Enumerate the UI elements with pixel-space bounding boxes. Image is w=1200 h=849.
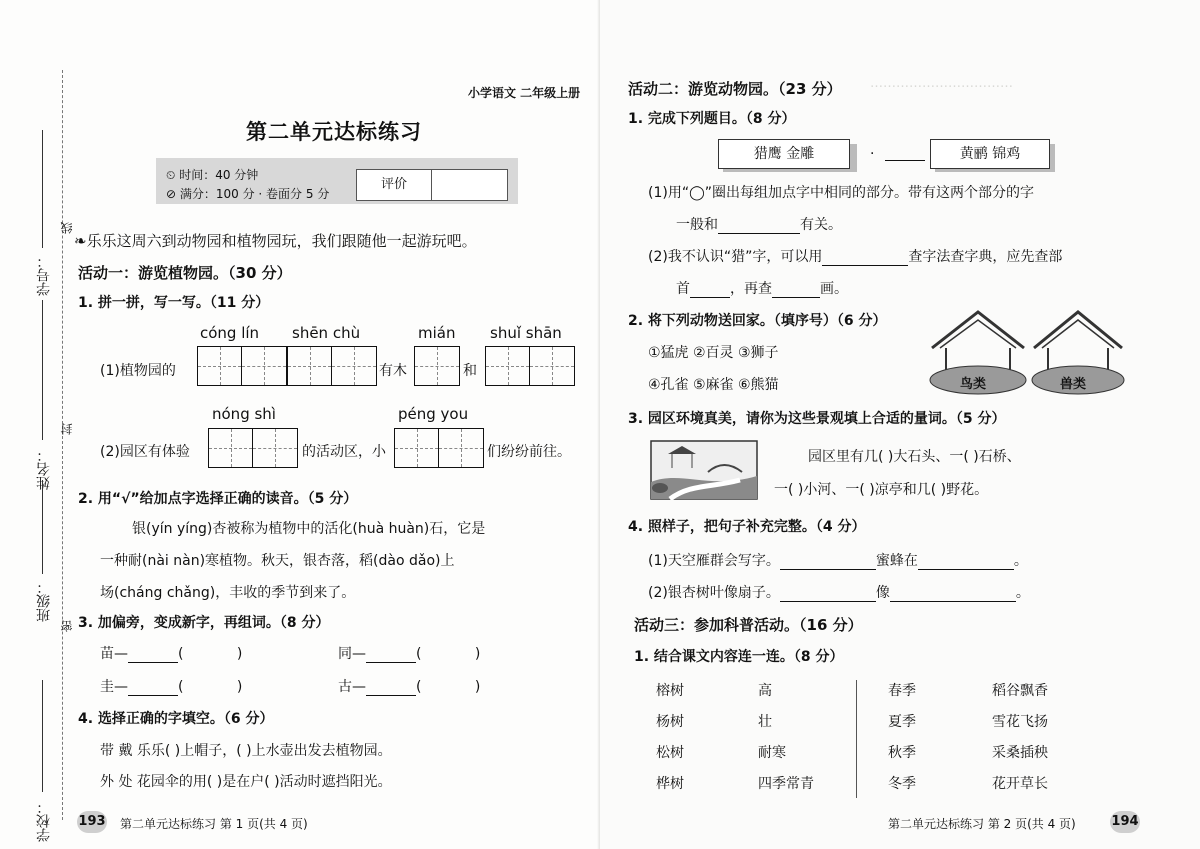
pinyin-shuishan: shuǐ shān	[490, 324, 562, 342]
student-id-label: 学号：	[36, 254, 52, 296]
left-page-number: 193	[77, 811, 107, 833]
a2-q1-part2-method-blank[interactable]	[822, 251, 908, 266]
class-line	[42, 480, 43, 574]
char-grid-conglin[interactable]	[197, 346, 287, 386]
scene-flowers-bloom[interactable]: 花开草长	[992, 776, 1048, 792]
activity1-title: 活动一：游览植物园。（30 分）	[78, 264, 292, 282]
a2-q1-part2a-end: 查字法查字典，应先查部	[908, 249, 1063, 265]
a2-q4-line1-end: 。	[1013, 553, 1028, 569]
subject-label: 小学语文 二年级上册	[468, 86, 581, 100]
a1-q1-line2-mid: 的活动区，小	[302, 444, 386, 460]
tree-poplar[interactable]: 杨树	[656, 714, 684, 730]
a2-q1-part1b	[676, 214, 842, 234]
trait-strong[interactable]: 壮	[758, 714, 772, 730]
a1-q3-item1: 苗— ( )	[100, 646, 243, 662]
binding-word-line: 线	[60, 222, 74, 234]
binding-word-seal: 封	[60, 423, 74, 435]
season-summer[interactable]: 夏季	[888, 714, 916, 730]
score-text: 满分：100 分 · 卷面分 5 分	[179, 187, 330, 201]
name-line	[42, 300, 43, 440]
evaluation-field[interactable]	[432, 170, 507, 200]
right-footer-text: 第二单元达标练习 第 2 页(共 4 页)	[888, 817, 1076, 831]
a2-q1-part2b-mid: ，再查	[730, 281, 772, 297]
school-label: 学校：	[36, 800, 52, 842]
season-winter[interactable]: 冬季	[888, 776, 916, 792]
a1-q3-item3-blank[interactable]	[128, 681, 178, 696]
pinyin-nongshi: nóng shì	[212, 405, 276, 423]
a2-q1-part2b-end: 画。	[820, 281, 848, 297]
matching-divider	[856, 680, 857, 798]
time-info	[166, 166, 258, 183]
a2-q2-row1: ①猛虎 ②百灵 ③狮子	[648, 345, 779, 361]
intro-text: 乐乐这周六到动物园和植物园玩，我们跟随他一起游玩吧。	[86, 232, 477, 250]
a1-q3-item4-char: 古—	[338, 679, 366, 695]
tree-banyan[interactable]: 榕树	[656, 683, 684, 699]
tree-birch[interactable]: 桦树	[656, 776, 684, 792]
right-page-number: 194	[1110, 811, 1140, 833]
scene-snowflakes[interactable]: 雪花飞扬	[992, 714, 1048, 730]
pinyin-conglin: cóng lín	[200, 324, 260, 342]
evaluation-box	[356, 169, 508, 201]
a1-q3-item2-blank[interactable]	[366, 648, 416, 663]
a2-q4-line1-blank1[interactable]	[780, 555, 876, 570]
park-landscape-image	[650, 440, 758, 500]
a1-q1-line1-mid2: 和	[463, 363, 477, 379]
a1-q3-item3-char: 圭—	[100, 679, 128, 695]
a2-q1-part2a-text: (2)我不认识“猎”字，可以用	[648, 249, 823, 265]
binding-word-secret: 密	[60, 620, 74, 632]
char-grid-pengyou[interactable]	[394, 428, 484, 468]
beast-house-label: 兽类	[1060, 377, 1087, 392]
a1-q4-line1: 带 戴 乐乐( )上帽子，( )上水壶出发去植物园。	[100, 743, 392, 759]
trait-tall[interactable]: 高	[758, 683, 772, 699]
score-info	[166, 185, 329, 202]
student-id-line	[42, 130, 43, 248]
season-autumn[interactable]: 秋季	[888, 745, 916, 761]
a2-q4-line2-blank2[interactable]	[890, 587, 1016, 602]
sign-oriole-pheasant: 黄鹂 锦鸡	[930, 139, 1050, 169]
intro-line	[74, 230, 477, 251]
a2-q1-title: 1. 完成下列题目。（8 分）	[628, 111, 796, 127]
a2-q3-line1: 园区里有几( )大石头、一( )石桥、	[808, 449, 1021, 465]
bleed-through-text: ……………………………	[870, 76, 1013, 91]
a1-q3-item1-char: 苗—	[100, 646, 128, 662]
a2-q4-line1	[648, 550, 1028, 570]
sign-connector-line	[885, 146, 925, 161]
a1-q1-line1-prefix: (1)植物园的	[100, 363, 176, 379]
a3-q1-title: 1. 结合课文内容连一连。（8 分）	[634, 649, 844, 665]
a1-q1-line2-prefix: (2)园区有体验	[100, 444, 190, 460]
a2-q1-part1b-text: 一般和	[676, 217, 718, 233]
a1-q4-title: 4. 选择正确的字填空。（6 分）	[78, 711, 274, 727]
a2-q1-part2b	[676, 278, 848, 298]
sign-hawk-eagle: 猎鹰 金雕	[718, 139, 850, 169]
a2-q1-part1b-end: 有关。	[800, 217, 842, 233]
sign-dots: ·	[870, 146, 875, 162]
school-line	[42, 680, 43, 792]
a2-q1-part2b-text: 首	[676, 281, 690, 297]
a2-q3-line2: 一( )小河、一( )凉亭和几( )野花。	[774, 482, 989, 498]
check-circle-icon: ⊘	[166, 187, 177, 201]
a2-q1-part1-blank[interactable]	[718, 219, 800, 234]
class-label: 班级：	[36, 580, 52, 622]
activity3-title: 活动三：参加科普活动。（16 分）	[634, 616, 863, 634]
left-footer-text: 第二单元达标练习 第 1 页(共 4 页)	[120, 817, 308, 831]
trait-evergreen[interactable]: 四季常青	[758, 776, 814, 792]
a2-q3-title: 3. 园区环境真美，请你为这些景观填上合适的量词。（5 分）	[628, 411, 1006, 427]
a2-q2-title: 2. 将下列动物送回家。（填序号）（6 分）	[628, 313, 887, 329]
a2-q1-radical-blank[interactable]	[690, 283, 730, 298]
char-grid-mian[interactable]	[414, 346, 460, 386]
season-spring[interactable]: 春季	[888, 683, 916, 699]
a2-q4-title: 4. 照样子，把句子补充完整。（4 分）	[628, 519, 866, 535]
time-text: 时间：40 分钟	[179, 168, 259, 182]
a2-q4-line2-mid: 像	[875, 585, 890, 601]
a1-q1-line2-end: 们纷纷前往。	[487, 444, 571, 460]
a2-q1-strokes-blank[interactable]	[772, 283, 820, 298]
a2-q1-part2a	[648, 246, 1062, 266]
tree-pine[interactable]: 松树	[656, 745, 684, 761]
a1-q3-item1-blank[interactable]	[128, 648, 178, 663]
a2-q4-line2-blank1[interactable]	[780, 587, 876, 602]
a2-q4-line1-mid: 蜜蜂在	[875, 553, 918, 569]
a1-q1-title: 1. 拼一拼，写一写。（11 分）	[78, 295, 270, 311]
a1-q3-item2: 同— ( )	[338, 646, 481, 662]
a1-q2-line1: 银(yín yíng)杏被称为植物中的活化(huà huàn)石，它是	[132, 521, 486, 537]
pinyin-mian: mián	[418, 324, 456, 342]
a1-q3-title: 3. 加偏旁，变成新字，再组词。（8 分）	[78, 615, 330, 631]
a1-q3-item4-blank[interactable]	[366, 681, 416, 696]
a1-q3-item2-char: 同—	[338, 646, 366, 662]
char-grid-nongshi[interactable]	[208, 428, 298, 468]
a2-q4-line2-example: (2)银杏树叶像扇子。	[648, 585, 780, 601]
scene-mulberry-planting[interactable]: 采桑插秧	[992, 745, 1048, 761]
pinyin-pengyou: péng you	[398, 405, 469, 423]
pinyin-shenchu: shēn chù	[292, 324, 361, 342]
bird-house-label: 鸟类	[960, 377, 987, 392]
a2-q4-line2	[648, 582, 1030, 602]
binding-line	[62, 70, 63, 820]
right-page	[600, 0, 1200, 849]
a2-q4-line2-end: 。	[1015, 585, 1030, 601]
a1-q3-item4: 古— ( )	[338, 679, 481, 695]
scene-rice-fragrance[interactable]: 稻谷飘香	[992, 683, 1048, 699]
a2-q4-line1-example: (1)天空雁群会写字。	[648, 553, 780, 569]
char-grid-shuishan[interactable]	[485, 346, 575, 386]
leaf-icon: ❧	[74, 232, 87, 250]
a2-q2-row2: ④孔雀 ⑤麻雀 ⑥熊猫	[648, 377, 779, 393]
activity2-title: 活动二：游览动物园。（23 分）	[628, 80, 842, 98]
a1-q3-item3: 圭— ( )	[100, 679, 243, 695]
a2-q1-part1a: (1)用“◯”圈出每组加点字中相同的部分。带有这两个部分的字	[648, 185, 1035, 201]
clock-icon: ⏲	[166, 168, 176, 182]
a2-q4-line1-blank2[interactable]	[918, 555, 1014, 570]
char-grid-shenchu[interactable]	[287, 346, 377, 386]
page-title: 第二单元达标练习	[246, 120, 422, 144]
a1-q2-title: 2. 用“√”给加点字选择正确的读音。（5 分）	[78, 491, 358, 507]
trait-cold-resistant[interactable]: 耐寒	[758, 745, 786, 761]
animal-houses	[926, 308, 1126, 398]
a1-q1-line1-mid1: 有木	[379, 363, 407, 379]
name-label: 姓名：	[36, 448, 52, 490]
evaluation-label: 评价	[357, 170, 432, 200]
a1-q2-line2: 一种耐(nài nàn)寒植物。秋天，银杏落，稻(dào dǎo)上	[100, 553, 455, 569]
a1-q4-line2: 外 处 花园伞的用( )是在户( )活动时遮挡阳光。	[100, 774, 392, 790]
a1-q2-line3: 场(cháng chǎng)，丰收的季节到来了。	[100, 585, 356, 601]
